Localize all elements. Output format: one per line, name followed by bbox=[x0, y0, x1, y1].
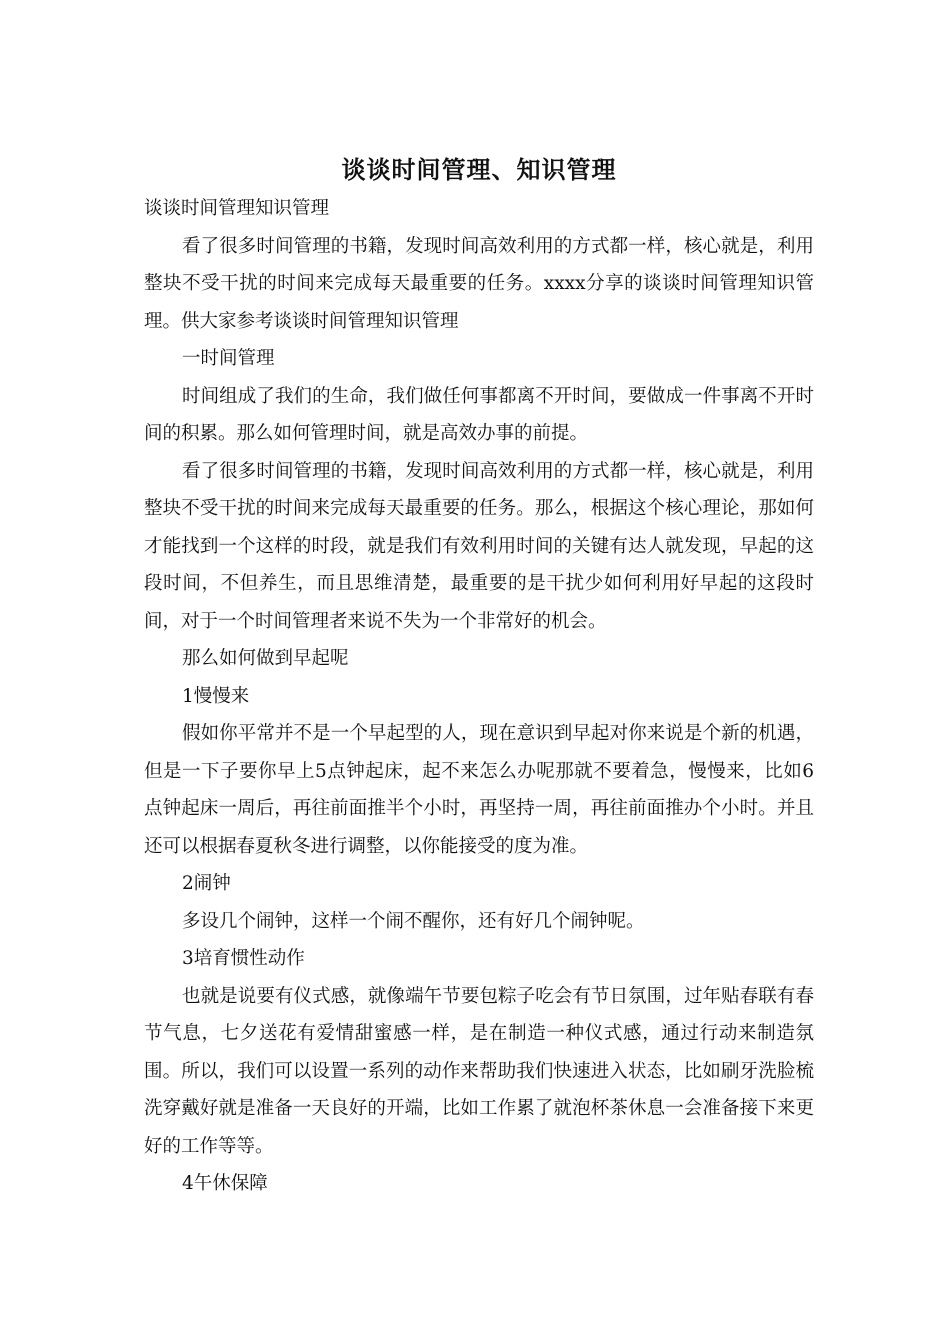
document-body bbox=[144, 190, 814, 1203]
document-title: 谈谈时间管理、知识管理 bbox=[341, 155, 617, 184]
list-heading-1: 1慢慢来 bbox=[182, 685, 250, 707]
intro-paragraph: 看了很多时间管理的书籍，发现时间高效利用的方式都一样，核心就是，利用整块不受干扰的时间来完成每天最重要的任务。xxxx分享的谈谈时间管理知识管理。供大家参考谈谈时间管理知识管理 bbox=[144, 235, 814, 332]
list-heading-3: 3培育惯性动作 bbox=[182, 948, 305, 969]
list-heading-2: 2闹钟 bbox=[182, 873, 231, 894]
body-paragraph: 也就是说要有仪式感，就像端午节要包粽子吃会有节日氛围，过年贴春联有春节气息，七夕送花有爱情甜蜜感一样，是在制造一种仪式感，通过行动来制造氛围。所以，我们可以设置一系列的动作来帮助我们快速进入状态，比如刷牙洗脸梳洗穿戴好就是准备一天良好的开端，比如工作累了就泡杯茶休息一会准备接下来更好的工作等等。 bbox=[144, 985, 814, 1157]
subheading-how-to-wake-early: 那么如何做到早起呢 bbox=[182, 648, 349, 669]
list-heading-4: 4午休保障 bbox=[182, 1173, 268, 1194]
subtitle-paragraph: 谈谈时间管理知识管理 bbox=[144, 198, 330, 219]
body-paragraph: 时间组成了我们的生命，我们做任何事都离不开时间，要做成一件事离不开时间的积累。那么如何管理时间，就是高效办事的前提。 bbox=[144, 385, 814, 444]
body-paragraph: 多设几个闹钟，这样一个闹不醒你，还有好几个闹钟呢。 bbox=[182, 910, 645, 932]
body-paragraph: 假如你平常并不是一个早起型的人，现在意识到早起对你来说是个新的机遇，但是一下子要你早上5点钟起床，起不来怎么办呢那就不要着急，慢慢来，比如6点钟起床一周后，再往前面推半个小时，再坚持一周，再往前面推办个小时。并且还可以根据春夏秋冬进行调整，以你能接受的度为准。 bbox=[144, 723, 814, 857]
section-heading-time-management: 一时间管理 bbox=[182, 348, 275, 369]
document-page bbox=[144, 150, 814, 1203]
body-paragraph: 看了很多时间管理的书籍，发现时间高效利用的方式都一样，核心就是，利用整块不受干扰的时间来完成每天最重要的任务。那么，根据这个核心理论，那如何才能找到一个这样的时段，就是我们有效利用时间的关键有达人就发现，早起的这段时间，不但养生，而且思维清楚，最重要的是干扰少如何利用好早起的这段时间，对于一个时间管理者来说不失为一个非常好的机会。 bbox=[144, 460, 814, 632]
